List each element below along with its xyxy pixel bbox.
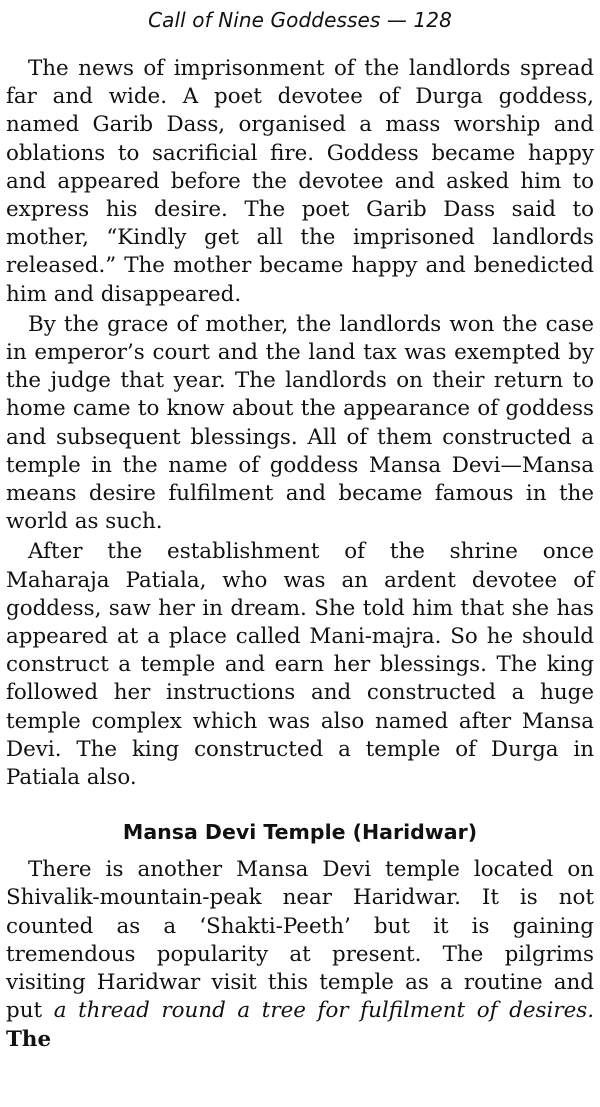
running-header: Call of Nine Goddesses — 128 bbox=[148, 8, 452, 32]
paragraph-haridwar-italic: a thread round a tree for fulfilment of desires. bbox=[53, 998, 594, 1024]
paragraph-grace-of-mother: By the grace of mother, the landlords won the case in emperor’s court and the land tax was exempted by the judge that year. The landlords on their return to home came to know about the appearance of goddess and subsequent blessings. All of them constructed a temple in the name of goddess Mansa Devi—Mansa means desire fulfilment and became famous in the world as such. bbox=[6, 311, 594, 535]
paragraph-maharaja-patiala: After the establishment of the shrine once Maharaja Patiala, who was an ardent devotee of goddess, saw her in dream. She told him that she has appeared at a place called Mani-majra. So he should construct a temple and earn her blessings. The king followed her instructions and constructed a huge temple complex which was also named after Mansa Devi. The king constructed a temple of Durga in Patiala also. bbox=[6, 539, 594, 791]
section-heading: Mansa Devi Temple (Haridwar) bbox=[122, 820, 478, 845]
paragraph-landlords-imprisonment: The news of imprisonment of the landlords spread far and wide. A poet devotee of Durga goddess, named Garib Dass, organised a mass worship and oblations to sacrificial fire. Goddess became happy and appeared before the devotee and asked him to express his desire. The poet Garib Dass said to mother, “Kindly get all the imprisoned landlords released.” The mother became happy and benedicted him and disappeared. bbox=[6, 56, 594, 307]
paragraph-haridwar-continuation: The bbox=[6, 1026, 52, 1052]
paragraph-haridwar-text: There is another Mansa Devi temple located on Shivalik-mountain-peak near Haridwar. It is not counted as a ‘Shakti-Peeth’ but it is gaining tremendous popularity at present. The pilgrims visiting Haridwar visit this temple as a routine and put bbox=[6, 857, 594, 1024]
paragraph-haridwar-temple bbox=[6, 856, 594, 1053]
